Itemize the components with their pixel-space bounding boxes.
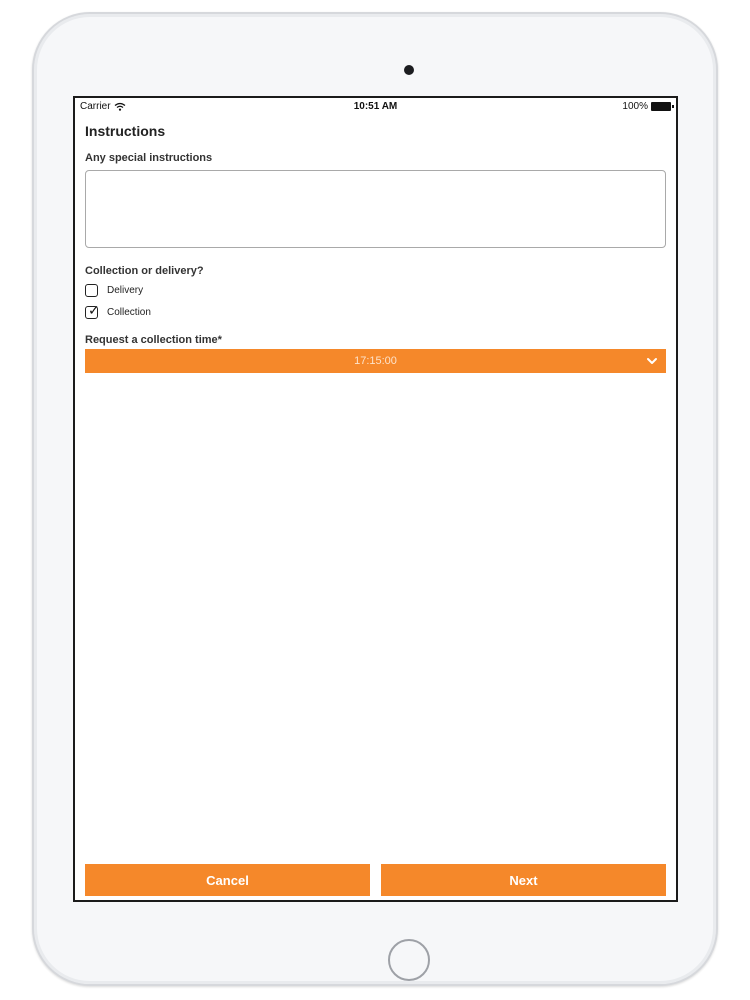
status-bar: [75, 98, 676, 116]
collection-checkbox[interactable]: [85, 301, 100, 319]
cancel-button[interactable]: Cancel: [85, 864, 370, 896]
footer-actions: [85, 864, 666, 896]
battery-indicator: [622, 101, 671, 112]
battery-percent: 100%: [622, 101, 648, 112]
form-content: [75, 123, 676, 373]
app-screen: [73, 96, 678, 902]
page-title: Instructions: [85, 123, 166, 139]
delivery-option-label: Delivery: [107, 284, 144, 296]
delivery-checkbox[interactable]: [85, 284, 98, 297]
delivery-option[interactable]: [85, 279, 666, 301]
collection-time-select[interactable]: [85, 349, 666, 373]
delivery-method-label: Collection or delivery?: [85, 265, 204, 277]
next-button[interactable]: Next: [381, 864, 666, 896]
chevron-down-icon: [646, 355, 658, 367]
carrier-label: Carrier: [80, 101, 111, 112]
camera-icon: [404, 65, 414, 75]
collection-time-value: 17:15:00: [354, 355, 397, 367]
collection-time-label: Request a collection time*: [85, 334, 222, 346]
battery-icon: [651, 102, 671, 111]
collection-option-label: Collection: [107, 306, 151, 318]
collection-option[interactable]: [85, 301, 666, 323]
status-time: 10:51 AM: [353, 101, 398, 112]
home-button[interactable]: [388, 939, 430, 981]
checkmark-icon: ✓: [88, 301, 100, 318]
instructions-textarea[interactable]: [85, 170, 666, 248]
instructions-label: Any special instructions: [85, 152, 213, 164]
